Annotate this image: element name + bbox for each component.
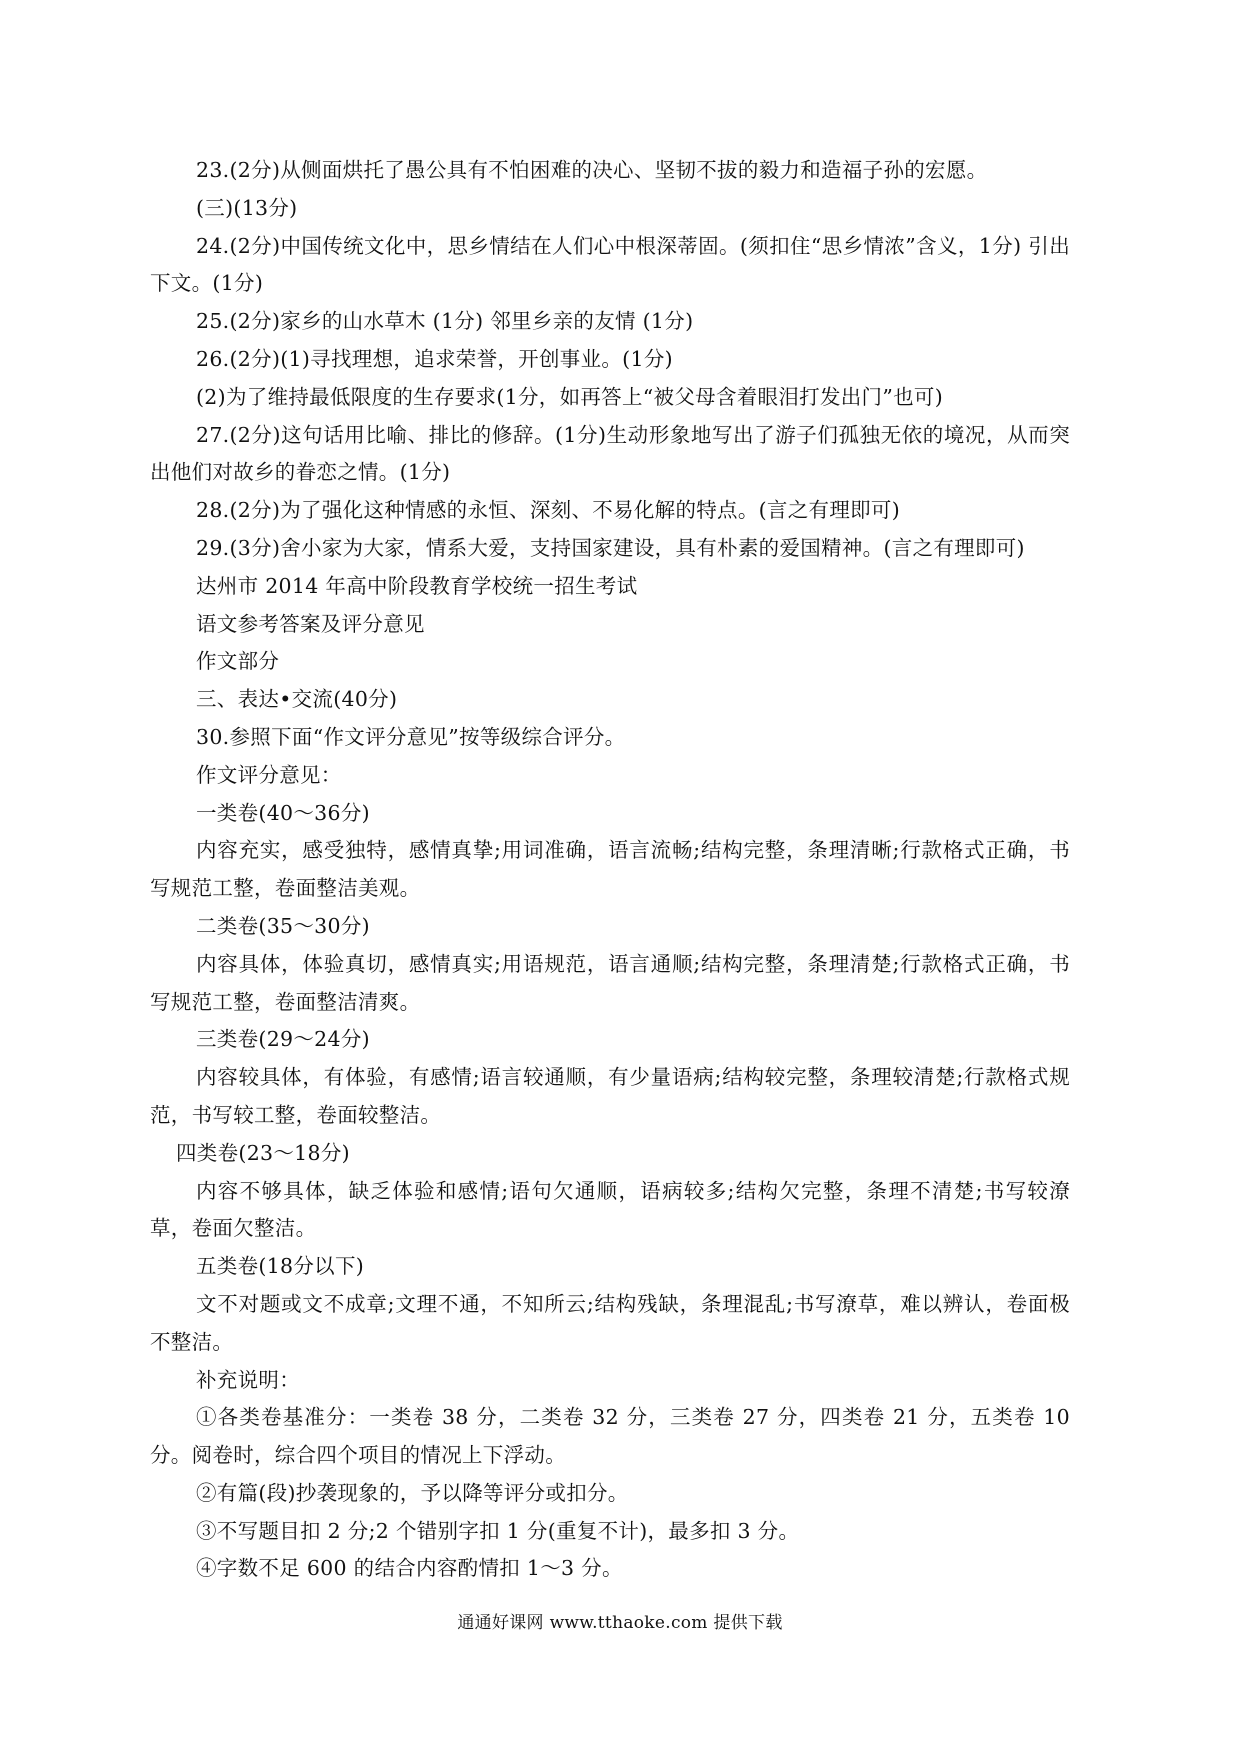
answer-28: 28.(2分)为了强化这种情感的永恒、深刻、不易化解的特点。(言之有理即可) xyxy=(196,498,901,523)
answer-23: 23.(2分)从侧面烘托了愚公具有不怕困难的决心、坚韧不拔的毅力和造福子孙的宏愿。 xyxy=(196,158,988,182)
grade-one-criteria: 内容充实，感受独特，感情真挚;用词准确，语言流畅;结构完整，条理清晰;行款格式正确，书写规范工整，卷面整洁美观。 xyxy=(150,838,1070,901)
answer-25: 25.(2分)家乡的山水草木 (1分) 邻里乡亲的友情 (1分) xyxy=(196,309,694,334)
supplement-note-4: ④字数不足 600 的结合内容酌情扣 1～3 分。 xyxy=(196,1556,623,1581)
answer-27: 27.(2分)这句话用比喻、排比的修辞。(1分)生动形象地写出了游子们孤独无依的境况，从而突出他们对故乡的眷恋之情。(1分) xyxy=(150,422,1070,485)
answer-26-1: 26.(2分)(1)寻找理想，追求荣誉，开创事业。(1分) xyxy=(196,346,673,371)
answer-26-2: (2)为了维持最低限度的生存要求(1分，如再答上“被父母含着眼泪打发出门”也可) xyxy=(196,384,944,409)
exam-title: 达州市 2014 年高中阶段教育学校统一招生考试 xyxy=(196,573,638,598)
question-30: 30.参照下面“作文评分意见”按等级综合评分。 xyxy=(196,724,626,749)
supplement-note-1: ①各类卷基准分：一类卷 38 分，二类卷 32 分，三类卷 27 分，四类卷 21 分，五类卷 10 分。阅卷时，综合四个项目的情况上下浮动。 xyxy=(150,1405,1070,1468)
grade-two-heading: 二类卷(35～30分) xyxy=(196,913,370,938)
supplement-note-3: ③不写题目扣 2 分;2 个错别字扣 1 分(重复不计)，最多扣 3 分。 xyxy=(196,1518,800,1543)
section-three-heading: (三)(13分) xyxy=(196,195,298,220)
grade-two-criteria: 内容具体，体验真切，感情真实;用语规范，语言通顺;结构完整，条理清楚;行款格式正确，书写规范工整，卷面整洁清爽。 xyxy=(150,951,1070,1014)
grade-five-criteria: 文不对题或文不成章;文理不通，不知所云;结构残缺，条理混乱;书写潦草，难以辨认，卷面极不整洁。 xyxy=(150,1291,1070,1354)
answer-24: 24.(2分)中国传统文化中，思乡情结在人们心中根深蒂固。(须扣住“思乡情浓”含义，1分) 引出下文。(1分) xyxy=(150,233,1070,296)
answer-key-title: 语文参考答案及评分意见 xyxy=(196,611,425,636)
answer-29: 29.(3分)舍小家为大家，情系大爱，支持国家建设，具有朴素的爱国精神。(言之有理即可) xyxy=(196,535,1025,560)
grade-four-heading: 四类卷(23～18分) xyxy=(176,1140,350,1165)
composition-section-title: 作文部分 xyxy=(196,649,280,674)
grade-three-heading: 三类卷(29～24分) xyxy=(196,1027,370,1052)
grade-three-criteria: 内容较具体，有体验，有感情;语言较通顺，有少量语病;结构较完整，条理较清楚;行款格式规范，书写较工整，卷面较整洁。 xyxy=(150,1065,1070,1127)
document-body xyxy=(150,152,1070,1588)
scoring-criteria-heading: 作文评分意见： xyxy=(196,762,342,787)
supplement-heading: 补充说明： xyxy=(196,1367,300,1392)
grade-four-criteria: 内容不够具体，缺乏体验和感情;语句欠通顺，语病较多;结构欠完整，条理不清楚;书写较潦草，卷面欠整洁。 xyxy=(150,1178,1070,1241)
footer-source: 通通好课网 www.tthaoke.com 提供下载 xyxy=(457,1613,783,1633)
supplement-note-2: ②有篇(段)抄袭现象的，予以降等评分或扣分。 xyxy=(196,1480,629,1505)
grade-five-heading: 五类卷(18分以下) xyxy=(196,1254,365,1279)
section-expression-heading: 三、表达•交流(40分) xyxy=(196,687,398,712)
grade-one-heading: 一类卷(40～36分) xyxy=(196,800,370,825)
